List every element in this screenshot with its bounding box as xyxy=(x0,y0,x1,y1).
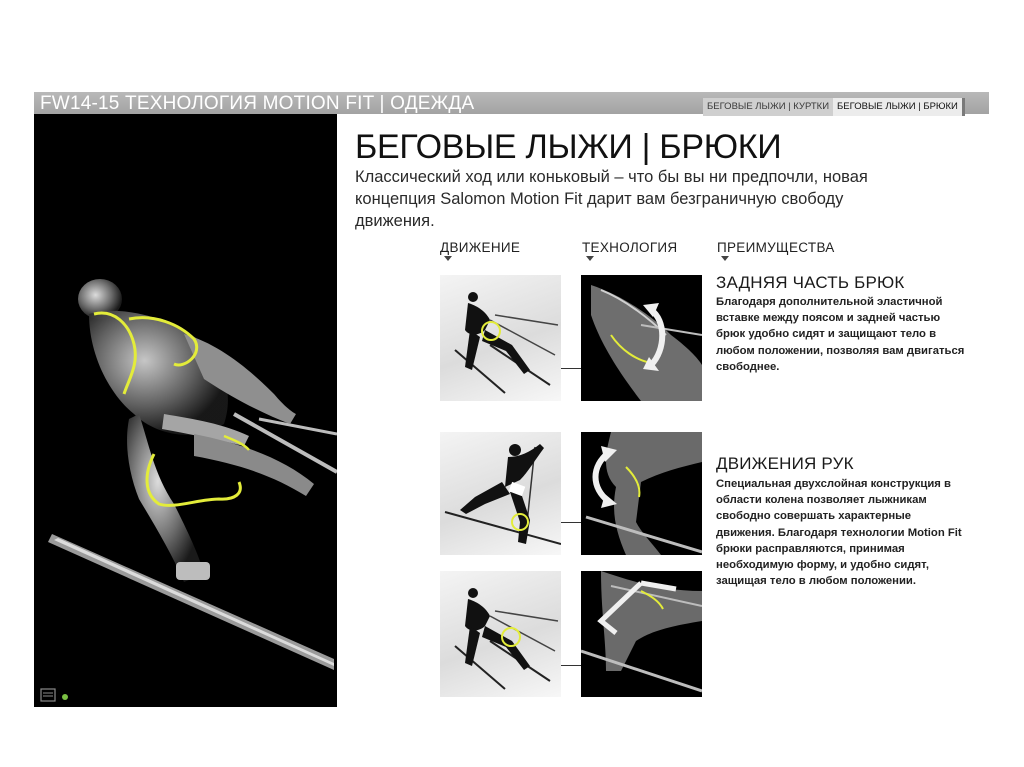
connector-line xyxy=(561,522,581,523)
technology-photo-3 xyxy=(581,571,702,697)
page-title: БЕГОВЫЕ ЛЫЖИ | БРЮКИ xyxy=(355,128,782,166)
benefit-title-1: ЗАДНЯЯ ЧАСТЬ БРЮК xyxy=(716,273,905,292)
print-icon[interactable] xyxy=(40,688,56,702)
column-movement: ДВИЖЕНИЕ xyxy=(440,240,521,255)
connector-line xyxy=(561,368,581,369)
movement-photo-2 xyxy=(440,432,561,555)
tab-pants[interactable]: БЕГОВЫЕ ЛЫЖИ | БРЮКИ xyxy=(833,98,965,116)
chevron-down-icon xyxy=(721,256,729,261)
hero-skier-image xyxy=(34,114,337,707)
skier-illustration xyxy=(34,114,337,707)
connector-line xyxy=(561,665,581,666)
status-dot-icon xyxy=(62,694,68,700)
chevron-down-icon xyxy=(586,256,594,261)
header-title: FW14-15 ТЕХНОЛОГИЯ MOTION FIT | ОДЕЖДА xyxy=(40,93,475,114)
tab-jackets[interactable]: БЕГОВЫЕ ЛЫЖИ | КУРТКИ xyxy=(703,98,833,116)
benefit-text-2: Специальная двухслойная конструкция в области колена позволяет лыжникам свободно совершать характерные движения. Благодаря технологии Motion Fit брюки расправляются, принимая необходимую форму, и удобно сидят, защищая тело в любом положении. xyxy=(716,478,962,588)
technology-photo-1 xyxy=(581,275,702,401)
column-technology: ТЕХНОЛОГИЯ xyxy=(582,240,678,255)
tab-bar xyxy=(703,98,965,116)
technology-photo-2 xyxy=(581,432,702,555)
benefit-title-2: ДВИЖЕНИЯ РУК xyxy=(716,454,854,473)
movement-photo-3 xyxy=(440,571,561,697)
chevron-down-icon xyxy=(444,256,452,261)
movement-photo-1 xyxy=(440,275,561,401)
intro-text: Классический ход или коньковый – что бы вы ни предпочли, новая концепция Salomon Motion Fit дарит вам безграничную свободу движения. xyxy=(355,168,868,230)
benefit-text-1: Благодаря дополнительной эластичной вставке между поясом и задней частью брюк удобно сидят и защищают тело в любом положении, позволяя вам двигаться свободнее. xyxy=(716,296,965,373)
column-benefits: ПРЕИМУЩЕСТВА xyxy=(717,240,835,255)
